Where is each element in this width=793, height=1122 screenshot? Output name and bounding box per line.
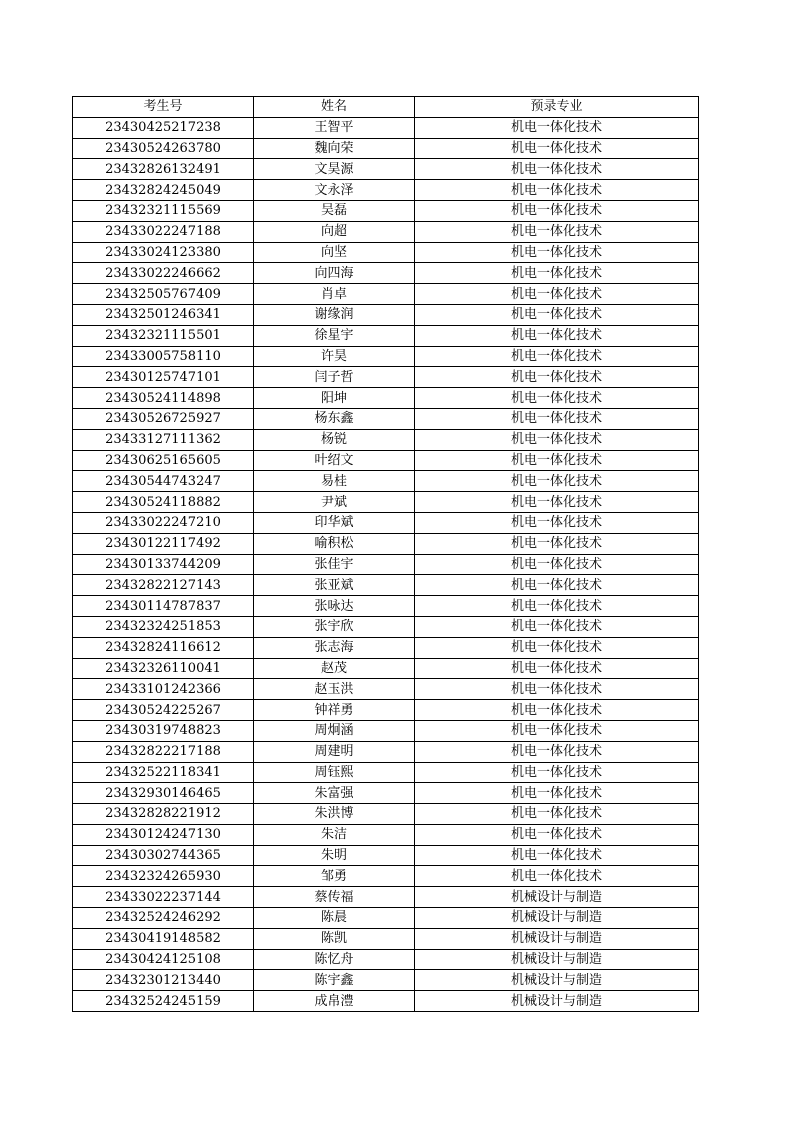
major-cell: 机械设计与制造	[415, 928, 699, 949]
candidate-number-cell: 23432828221912	[73, 804, 254, 825]
candidate-number-cell: 23432524245159	[73, 991, 254, 1012]
major-cell: 机电一体化技术	[415, 242, 699, 263]
major-cell: 机电一体化技术	[415, 492, 699, 513]
table-row	[73, 263, 699, 284]
table-row	[73, 221, 699, 242]
table-row	[73, 700, 699, 721]
table-body	[73, 117, 699, 1011]
candidate-number-cell: 23432321115569	[73, 200, 254, 221]
major-cell: 机电一体化技术	[415, 200, 699, 221]
major-cell: 机电一体化技术	[415, 679, 699, 700]
table-row	[73, 492, 699, 513]
name-cell: 印华斌	[254, 512, 415, 533]
major-cell: 机电一体化技术	[415, 429, 699, 450]
table-row	[73, 533, 699, 554]
name-cell: 阳坤	[254, 388, 415, 409]
candidate-number-cell: 23430524263780	[73, 138, 254, 159]
major-cell: 机械设计与制造	[415, 949, 699, 970]
table-row	[73, 325, 699, 346]
major-cell: 机电一体化技术	[415, 783, 699, 804]
header-major: 预录专业	[415, 97, 699, 118]
major-cell: 机电一体化技术	[415, 512, 699, 533]
major-cell: 机电一体化技术	[415, 804, 699, 825]
candidate-number-cell: 23430524118882	[73, 492, 254, 513]
table-row	[73, 637, 699, 658]
candidate-number-cell: 23430526725927	[73, 408, 254, 429]
candidate-number-cell: 23432930146465	[73, 783, 254, 804]
major-cell: 机电一体化技术	[415, 866, 699, 887]
table-row	[73, 616, 699, 637]
name-cell: 周炯涵	[254, 720, 415, 741]
candidate-number-cell: 23432522118341	[73, 762, 254, 783]
name-cell: 王智平	[254, 117, 415, 138]
table-row	[73, 284, 699, 305]
table-row	[73, 429, 699, 450]
table-row	[73, 200, 699, 221]
table-row	[73, 575, 699, 596]
name-cell: 蔡传福	[254, 887, 415, 908]
name-cell: 向四海	[254, 263, 415, 284]
major-cell: 机电一体化技术	[415, 450, 699, 471]
name-cell: 杨锐	[254, 429, 415, 450]
name-cell: 陈凯	[254, 928, 415, 949]
table-row	[73, 908, 699, 929]
admission-roster-table	[72, 96, 699, 1012]
name-cell: 徐星宇	[254, 325, 415, 346]
major-cell: 机电一体化技术	[415, 180, 699, 201]
major-cell: 机电一体化技术	[415, 533, 699, 554]
candidate-number-cell: 23430114787837	[73, 596, 254, 617]
header-candidate-number: 考生号	[73, 97, 254, 118]
name-cell: 张佳宇	[254, 554, 415, 575]
major-cell: 机电一体化技术	[415, 554, 699, 575]
major-cell: 机电一体化技术	[415, 741, 699, 762]
table-row	[73, 741, 699, 762]
candidate-number-cell: 23432324265930	[73, 866, 254, 887]
name-cell: 文昊源	[254, 159, 415, 180]
major-cell: 机电一体化技术	[415, 596, 699, 617]
table-row	[73, 928, 699, 949]
name-cell: 喻积松	[254, 533, 415, 554]
table-row	[73, 512, 699, 533]
table-row	[73, 471, 699, 492]
name-cell: 肖卓	[254, 284, 415, 305]
header-name: 姓名	[254, 97, 415, 118]
major-cell: 机械设计与制造	[415, 887, 699, 908]
candidate-number-cell: 23430302744365	[73, 845, 254, 866]
candidate-number-cell: 23430425217238	[73, 117, 254, 138]
major-cell: 机电一体化技术	[415, 325, 699, 346]
table-row	[73, 159, 699, 180]
name-cell: 朱富强	[254, 783, 415, 804]
name-cell: 张咏达	[254, 596, 415, 617]
name-cell: 许昊	[254, 346, 415, 367]
table-row	[73, 117, 699, 138]
table-row	[73, 824, 699, 845]
major-cell: 机械设计与制造	[415, 908, 699, 929]
major-cell: 机电一体化技术	[415, 408, 699, 429]
major-cell: 机电一体化技术	[415, 845, 699, 866]
table-row	[73, 887, 699, 908]
major-cell: 机电一体化技术	[415, 346, 699, 367]
table-row	[73, 720, 699, 741]
name-cell: 向超	[254, 221, 415, 242]
major-cell: 机电一体化技术	[415, 367, 699, 388]
candidate-number-cell: 23430125747101	[73, 367, 254, 388]
table-row	[73, 388, 699, 409]
candidate-number-cell: 23433022246662	[73, 263, 254, 284]
name-cell: 杨东鑫	[254, 408, 415, 429]
table-header-row	[73, 97, 699, 118]
name-cell: 张亚斌	[254, 575, 415, 596]
table-row	[73, 346, 699, 367]
major-cell: 机电一体化技术	[415, 658, 699, 679]
table-row	[73, 866, 699, 887]
name-cell: 邹勇	[254, 866, 415, 887]
major-cell: 机电一体化技术	[415, 575, 699, 596]
candidate-number-cell: 23430133744209	[73, 554, 254, 575]
candidate-number-cell: 23432501246341	[73, 304, 254, 325]
name-cell: 陈忆舟	[254, 949, 415, 970]
name-cell: 向坚	[254, 242, 415, 263]
table-row	[73, 180, 699, 201]
major-cell: 机电一体化技术	[415, 471, 699, 492]
candidate-number-cell: 23430419148582	[73, 928, 254, 949]
table-row	[73, 596, 699, 617]
table-row	[73, 658, 699, 679]
candidate-number-cell: 23432326110041	[73, 658, 254, 679]
table-row	[73, 804, 699, 825]
candidate-number-cell: 23432824245049	[73, 180, 254, 201]
name-cell: 周建明	[254, 741, 415, 762]
major-cell: 机电一体化技术	[415, 388, 699, 409]
name-cell: 谢缘润	[254, 304, 415, 325]
table-row	[73, 949, 699, 970]
candidate-number-cell: 23430524225267	[73, 700, 254, 721]
candidate-number-cell: 23433022247210	[73, 512, 254, 533]
candidate-number-cell: 23430319748823	[73, 720, 254, 741]
major-cell: 机电一体化技术	[415, 284, 699, 305]
candidate-number-cell: 23430544743247	[73, 471, 254, 492]
name-cell: 朱洪博	[254, 804, 415, 825]
candidate-number-cell: 23433127111362	[73, 429, 254, 450]
candidate-number-cell: 23430625165605	[73, 450, 254, 471]
candidate-number-cell: 23432505767409	[73, 284, 254, 305]
table-row	[73, 970, 699, 991]
candidate-number-cell: 23433005758110	[73, 346, 254, 367]
name-cell: 文永泽	[254, 180, 415, 201]
major-cell: 机电一体化技术	[415, 824, 699, 845]
candidate-number-cell: 23433022237144	[73, 887, 254, 908]
table-row	[73, 845, 699, 866]
candidate-number-cell: 23432822217188	[73, 741, 254, 762]
name-cell: 钟祥勇	[254, 700, 415, 721]
table-row	[73, 450, 699, 471]
candidate-number-cell: 23432524246292	[73, 908, 254, 929]
name-cell: 尹斌	[254, 492, 415, 513]
name-cell: 叶绍文	[254, 450, 415, 471]
candidate-number-cell: 23432824116612	[73, 637, 254, 658]
name-cell: 赵玉洪	[254, 679, 415, 700]
candidate-number-cell: 23433022247188	[73, 221, 254, 242]
table-row	[73, 242, 699, 263]
major-cell: 机电一体化技术	[415, 263, 699, 284]
candidate-number-cell: 23432822127143	[73, 575, 254, 596]
candidate-number-cell: 23433101242366	[73, 679, 254, 700]
candidate-number-cell: 23430122117492	[73, 533, 254, 554]
candidate-number-cell: 23432321115501	[73, 325, 254, 346]
name-cell: 朱明	[254, 845, 415, 866]
name-cell: 闫子哲	[254, 367, 415, 388]
table-row	[73, 679, 699, 700]
table-row	[73, 304, 699, 325]
major-cell: 机电一体化技术	[415, 117, 699, 138]
major-cell: 机电一体化技术	[415, 221, 699, 242]
name-cell: 陈晨	[254, 908, 415, 929]
table-row	[73, 554, 699, 575]
major-cell: 机电一体化技术	[415, 304, 699, 325]
candidate-number-cell: 23432301213440	[73, 970, 254, 991]
name-cell: 张志海	[254, 637, 415, 658]
candidate-number-cell: 23433024123380	[73, 242, 254, 263]
major-cell: 机电一体化技术	[415, 159, 699, 180]
major-cell: 机电一体化技术	[415, 762, 699, 783]
major-cell: 机电一体化技术	[415, 720, 699, 741]
name-cell: 周钰熙	[254, 762, 415, 783]
major-cell: 机电一体化技术	[415, 700, 699, 721]
candidate-number-cell: 23432826132491	[73, 159, 254, 180]
name-cell: 赵茂	[254, 658, 415, 679]
table-row	[73, 762, 699, 783]
table-row	[73, 408, 699, 429]
table-row	[73, 367, 699, 388]
name-cell: 成帛澧	[254, 991, 415, 1012]
table-row	[73, 138, 699, 159]
candidate-number-cell: 23430524114898	[73, 388, 254, 409]
major-cell: 机电一体化技术	[415, 637, 699, 658]
name-cell: 陈宇鑫	[254, 970, 415, 991]
table-row	[73, 991, 699, 1012]
name-cell: 吴磊	[254, 200, 415, 221]
name-cell: 魏向荣	[254, 138, 415, 159]
candidate-number-cell: 23430424125108	[73, 949, 254, 970]
major-cell: 机械设计与制造	[415, 991, 699, 1012]
major-cell: 机械设计与制造	[415, 970, 699, 991]
name-cell: 朱洁	[254, 824, 415, 845]
candidate-number-cell: 23432324251853	[73, 616, 254, 637]
name-cell: 张宇欣	[254, 616, 415, 637]
major-cell: 机电一体化技术	[415, 138, 699, 159]
table-row	[73, 783, 699, 804]
name-cell: 易桂	[254, 471, 415, 492]
major-cell: 机电一体化技术	[415, 616, 699, 637]
candidate-number-cell: 23430124247130	[73, 824, 254, 845]
